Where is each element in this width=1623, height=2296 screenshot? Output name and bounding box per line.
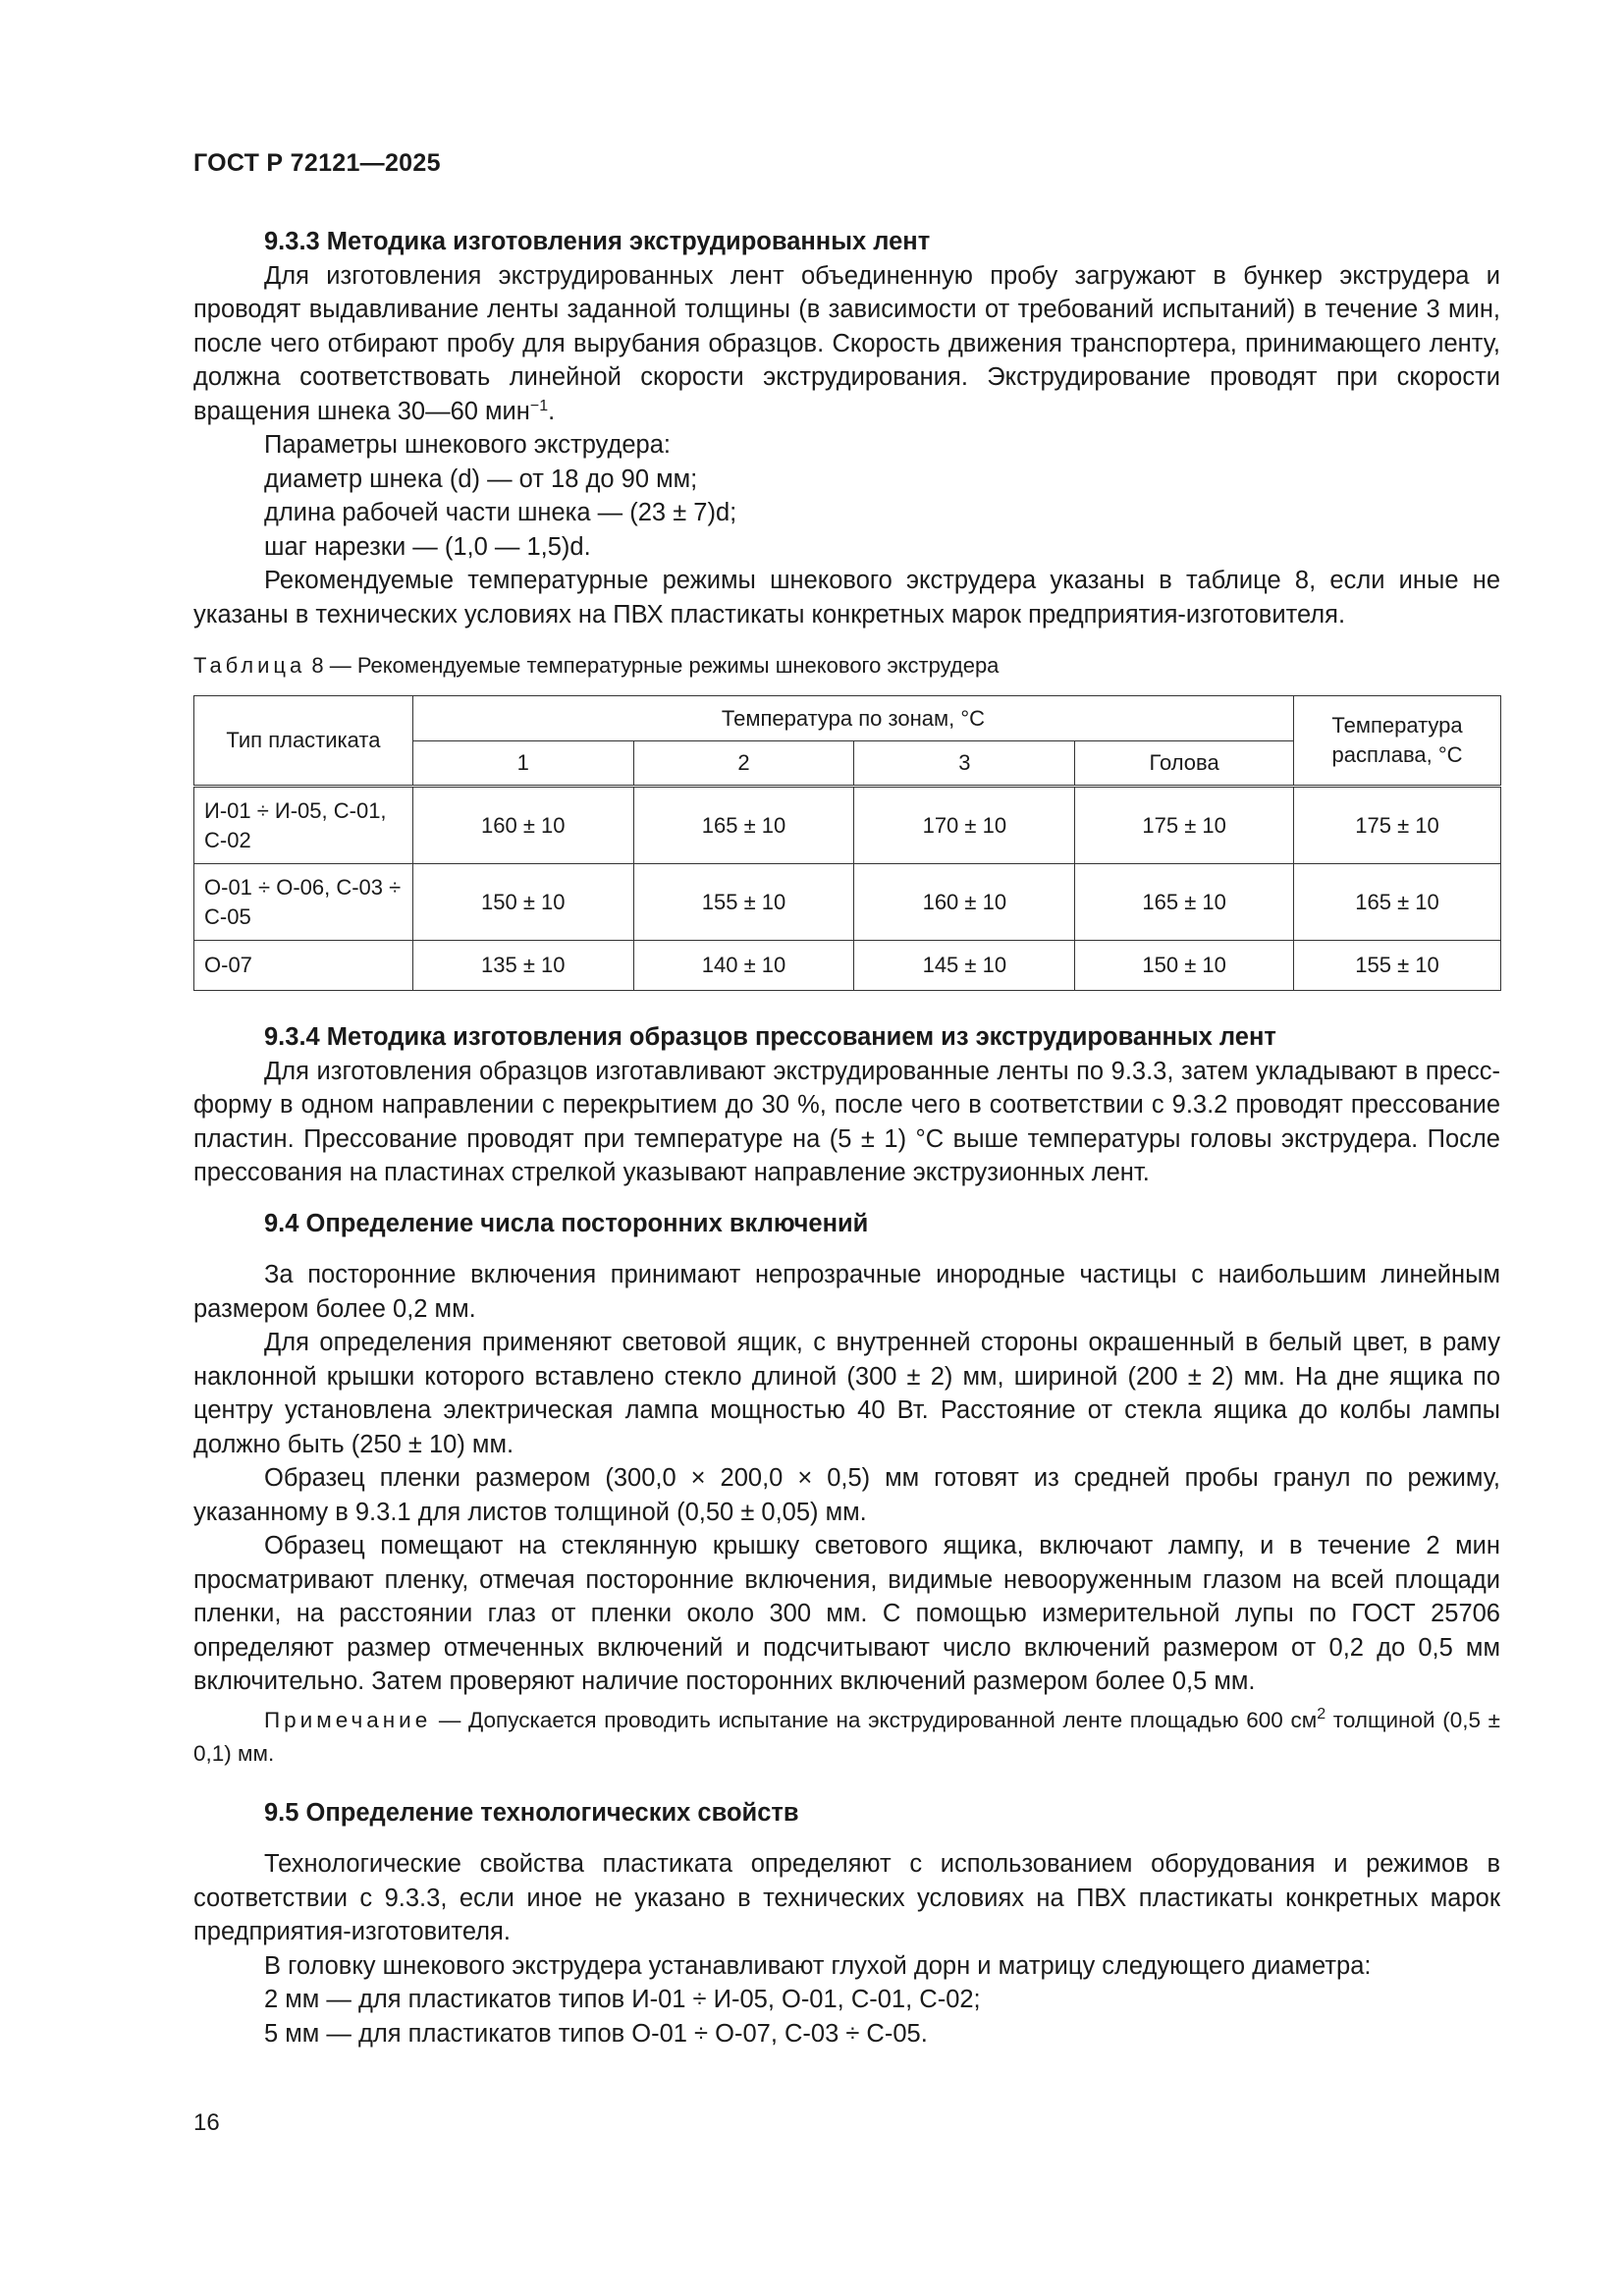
table-cell: 160 ± 10 xyxy=(412,787,633,864)
table-row xyxy=(194,864,1501,941)
paragraph: За посторонние включения принимают непрозрачные инородные частицы с наибольшим линейным размером более 0,2 мм. xyxy=(193,1261,1500,1323)
table-cell: 155 ± 10 xyxy=(1294,941,1501,991)
list-item: 5 мм — для пластикатов типов О-01 ÷ О-07, С-03 ÷ С-05. xyxy=(264,2019,928,2048)
table-header-zones: Температура по зонам, °С xyxy=(412,696,1293,741)
paragraph: Параметры шнекового экструдера: xyxy=(264,431,672,459)
section-title: 9.3.4 Методика изготовления образцов прессованием из экструдированных лент xyxy=(264,1023,1276,1051)
paragraph: В головку шнекового экструдера устанавливают глухой дорн и матрицу следующего диаметра: xyxy=(264,1951,1372,1980)
section-9-4-body xyxy=(193,1258,1500,1699)
table-cell: 160 ± 10 xyxy=(854,864,1075,941)
table-cell-type: О-07 xyxy=(194,941,413,991)
table-header-zone: 3 xyxy=(854,741,1075,787)
section-title: 9.5 Определение технологических свойств xyxy=(264,1799,799,1827)
table-8 xyxy=(193,695,1501,991)
table-cell: 175 ± 10 xyxy=(1075,787,1294,864)
paragraph: Образец помещают на стеклянную крышку светового ящика, включают лампу, и в течение 2 мин просматривают пленку, отмечая посторонние включения, видимые невооруженным глазом на всей площади пленки, на расстоянии глаз от пленки около 300 мм. С помощью измерительной лупы по ГОСТ 25706 определяют размер отмеченных включений и подсчитывают число включений размером от 0,2 до 0,5 мм включительно. Затем проверяют наличие посторонних включений размером более 0,5 мм. xyxy=(193,1532,1500,1695)
page-number: 16 xyxy=(193,2109,220,2136)
table-cell: 150 ± 10 xyxy=(1075,941,1294,991)
section-9-4 xyxy=(193,1207,1500,1241)
section-9-5 xyxy=(193,1796,1500,1831)
table-cell-type: О-01 ÷ О-06, С-03 ÷ С-05 xyxy=(194,864,413,941)
table-cell: 155 ± 10 xyxy=(633,864,854,941)
list-item: диаметр шнека (d) — от 18 до 90 мм; xyxy=(264,465,698,493)
paragraph: Рекомендуемые температурные режимы шнекового экструдера указаны в таблице 8, если иные не указаны в технических условиях на ПВХ пластикаты конкретных марок предприятия-изготовителя. xyxy=(193,567,1500,629)
list-item: шаг нарезки — (1,0 — 1,5)d. xyxy=(264,532,591,561)
list-item: длина рабочей части шнека — (23 ± 7)d; xyxy=(264,499,737,526)
table-header-zone: 2 xyxy=(633,741,854,787)
table-header-zone: 1 xyxy=(412,741,633,787)
section-title: 9.3.3 Методика изготовления экструдированных лент xyxy=(264,228,931,255)
table-cell: 175 ± 10 xyxy=(1294,787,1501,864)
paragraph: Для определения применяют световой ящик, с внутренней стороны окрашенный в белый цвет, в раму наклонной крышки которого вставлено стекло длиной (300 ± 2) мм, шириной (200 ± 2) мм. На дне ящика по центру установлена электрическая лампа мощностью 40 Вт. Расстояние от стекла ящика до колбы лампы должно быть (250 ± 10) мм. xyxy=(193,1329,1500,1458)
table-row xyxy=(194,787,1501,864)
section-9-5-body xyxy=(193,1847,1500,2050)
table-caption: Таблица 8 — Рекомендуемые температурные режимы шнекового экструдера xyxy=(193,653,1000,678)
paragraph: Для изготовления экструдированных лент объединенную пробу загружают в бункер экструдера и проводят выдавливание ленты заданной толщины (в зависимости от требований испытаний) в течение 3 мин, после чего отбирают пробу для вырубания образцов. Скорость движения транспортера, принимающего ленту, должна соответствовать линейной скорости экструдирования. Экструдирование проводят при скорости вращения шнека 30—60 мин$^{-1}$. xyxy=(193,261,1500,425)
table-cell: 150 ± 10 xyxy=(412,864,633,941)
paragraph: Технологические свойства пластиката определяют с использованием оборудования и режимов в соответствии с 9.3.3, если иное не указано в технических условиях на ПВХ пластикаты конкретных марок предприятия-изготовителя. xyxy=(193,1850,1500,1945)
table-cell: 140 ± 10 xyxy=(633,941,854,991)
table-cell-type: И-01 ÷ И-05, С-01, С-02 xyxy=(194,787,413,864)
list-item: 2 мм — для пластикатов типов И-01 ÷ И-05, О-01, С-01, С-02; xyxy=(264,1986,981,2013)
table-cell: 165 ± 10 xyxy=(633,787,854,864)
section-title: 9.4 Определение числа посторонних включений xyxy=(264,1210,869,1237)
table-header-zone: Голова xyxy=(1075,741,1294,787)
section-9-3-4 xyxy=(193,1020,1500,1190)
table-header-melt: Температура расплава, °С xyxy=(1294,696,1501,787)
table-cell: 135 ± 10 xyxy=(412,941,633,991)
table-cell: 145 ± 10 xyxy=(854,941,1075,991)
table-row xyxy=(194,941,1501,991)
table-cell: 165 ± 10 xyxy=(1075,864,1294,941)
paragraph: Для изготовления образцов изготавливают экструдированные ленты по 9.3.3, затем укладывают в пресс-форму в одном направлении с перекрытием до 30 %, после чего в соответствии с 9.3.2 проводят прессование пластин. Прессование проводят при температуре на (5 ± 1) °С выше температуры головы экструдера. После прессования на пластинах стрелкой указывают направление экструзионных лент. xyxy=(193,1057,1500,1186)
document-header: ГОСТ Р 72121—2025 xyxy=(193,149,441,177)
table-header-type: Тип пластиката xyxy=(194,696,413,787)
note: Примечание — Допускается проводить испытание на экструдированной ленте площадью 600 $см^2$ толщиной (0,5 ± 0,1) мм. xyxy=(193,1706,1500,1766)
section-9-3-3 xyxy=(193,225,1500,631)
note-label: Примечание xyxy=(264,1708,432,1732)
paragraph: Образец пленки размером (300,0 × 200,0 × 0,5) мм готовят из средней пробы гранул по режиму, указанному в 9.3.1 для листов толщиной (0,50 ± 0,05) мм. xyxy=(193,1464,1500,1526)
table-cell: 165 ± 10 xyxy=(1294,864,1501,941)
table-cell: 170 ± 10 xyxy=(854,787,1075,864)
